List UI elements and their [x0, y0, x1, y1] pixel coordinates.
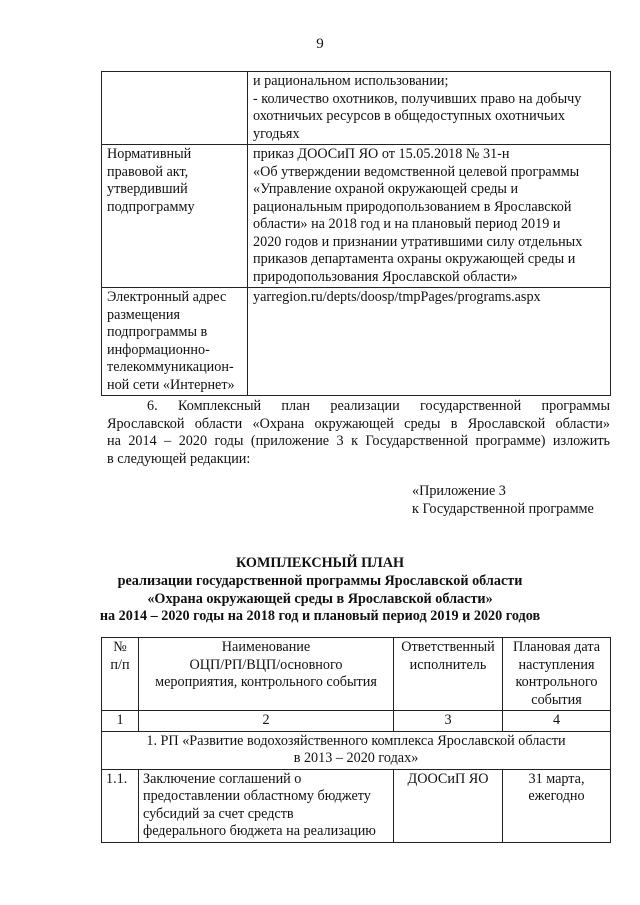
text-line: Ответственный — [401, 639, 495, 655]
plan-subtitle: на 2014 – 2020 годы на 2018 год и плановый период 2019 и 2020 годов — [99, 608, 541, 624]
text-line: в 2013 – 2020 годах» — [293, 750, 419, 766]
col-number: 1 — [102, 711, 139, 732]
text-line: 2020 годов и признании утратившими силу отдельных — [253, 233, 583, 250]
table-header-row — [102, 638, 611, 711]
text-line: к Государственной программе — [412, 500, 594, 517]
text-line: контрольного — [515, 674, 598, 690]
plan-subtitle: «Охрана окружающей среды в Ярославской области» — [147, 591, 493, 607]
text-line: 31 марта, — [528, 770, 585, 787]
text-line: 1. РП «Развитие водохозяйственного комплекса Ярославской области — [146, 732, 566, 749]
text-line: предоставлении областному бюджету — [143, 788, 371, 804]
col-number: 4 — [503, 711, 611, 732]
text-line: федерального бюджета на реализацию — [143, 823, 376, 839]
row-name — [139, 769, 394, 842]
text-line: утвердивший — [107, 181, 188, 197]
plan-title: КОМПЛЕКСНЫЙ ПЛАН — [235, 555, 405, 571]
table-row — [102, 769, 611, 842]
text-line: подпрограммы в — [107, 324, 208, 340]
plan-subtitle: реализации государственной программы Ярославской области — [117, 573, 523, 589]
text-line: информационно- — [107, 341, 210, 358]
text-line: природопользования Ярославской области» — [253, 268, 518, 285]
text-line: на 2014 – 2020 годы (приложение 3 к Государственной программе) изложить — [107, 433, 610, 449]
text-line: № — [113, 639, 127, 655]
header-date — [503, 638, 611, 711]
text-line: наступления — [518, 656, 595, 673]
text-line: «Приложение 3 — [412, 483, 506, 499]
text-line: 6. Комплексный план реализации государственной программы — [147, 398, 610, 414]
section-title — [102, 731, 611, 769]
row-executor: ДООСиП ЯО — [394, 769, 503, 842]
text-line: угодьях — [253, 125, 300, 142]
page-number: 9 — [316, 36, 324, 52]
text-line: Нормативный — [107, 146, 192, 162]
table-row — [102, 288, 611, 396]
section-row — [102, 731, 611, 769]
table-cell — [248, 145, 611, 288]
text-line: приказ ДООСиП ЯО от 15.05.2018 № 31-н — [253, 146, 510, 162]
text-line: размещения — [107, 306, 181, 323]
text-line: ежегодно — [528, 788, 585, 804]
text-line: области» на 2018 год и на плановый период 2019 и — [253, 216, 561, 232]
row-num: 1.1. — [102, 769, 139, 842]
text-line: подпрограмму — [107, 198, 195, 215]
table-cell — [248, 72, 611, 145]
text-line: ОЦП/РП/ВЦП/основного — [189, 656, 343, 673]
text-line: субсидий за счет средств — [143, 805, 294, 822]
table-cell — [102, 72, 248, 145]
paragraph-6 — [107, 398, 610, 468]
subprogram-passport-table — [101, 71, 611, 396]
appendix-reference — [412, 483, 594, 518]
header-name — [139, 638, 394, 711]
text-line: в следующей редакции: — [107, 450, 251, 467]
text-line: рациональным природопользованием в Ярославской — [253, 198, 572, 215]
plan-table — [101, 637, 611, 843]
text-line: охотничьих ресурсов в общедоступных охотничьих — [253, 108, 565, 124]
table-cell — [102, 288, 248, 396]
text-line: события — [531, 691, 582, 708]
text-line: Электронный адрес — [107, 289, 227, 305]
row-date — [503, 769, 611, 842]
text-line: исполнитель — [409, 656, 487, 673]
header-executor — [394, 638, 503, 711]
text-line: Наименование — [221, 639, 311, 655]
table-row — [102, 72, 611, 145]
table-cell — [248, 288, 611, 396]
text-line: Ярославской области «Охрана окружающей среды в Ярославской области» — [107, 415, 610, 432]
text-line: ной сети «Интернет» — [107, 376, 235, 393]
text-line: - количество охотников, получивших право на добычу — [253, 90, 582, 107]
table-row — [102, 145, 611, 288]
col-number: 3 — [394, 711, 503, 732]
text-line: «Управление охраной окружающей среды и — [253, 181, 519, 197]
web-address: yarregion.ru/depts/doosp/tmpPages/programs.aspx — [253, 289, 541, 305]
header-num — [102, 638, 139, 711]
col-number: 2 — [139, 711, 394, 732]
text-line: телекоммуникацион- — [107, 359, 234, 375]
text-line: Плановая дата — [512, 639, 600, 655]
text-line: Заключение соглашений о — [143, 770, 302, 787]
text-line: приказов департамента охраны окружающей среды и — [253, 251, 576, 267]
text-line: мероприятия, контрольного события — [155, 674, 377, 690]
text-line: п/п — [110, 656, 130, 673]
column-number-row — [102, 711, 611, 732]
text-line: правовой акт, — [107, 163, 189, 180]
table-cell — [102, 145, 248, 288]
text-line: и рациональном использовании; — [253, 73, 449, 89]
text-line: «Об утверждении ведомственной целевой программы — [253, 163, 580, 180]
